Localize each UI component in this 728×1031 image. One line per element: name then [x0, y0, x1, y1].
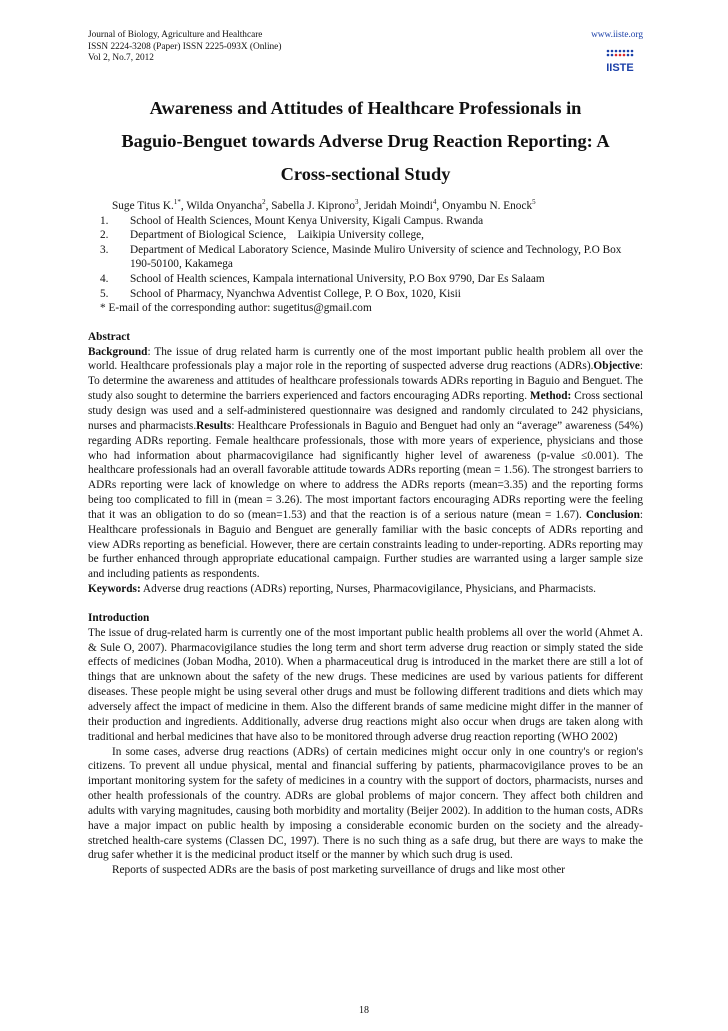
abstract-paragraph: [88, 345, 643, 583]
author-name: Sabella J. Kiprono: [271, 200, 356, 212]
affiliation-number: 2.: [100, 229, 109, 242]
introduction-heading: Introduction: [88, 611, 150, 624]
author-sup: 3: [355, 198, 359, 207]
issn-line: ISSN 2224-3208 (Paper) ISSN 2225-093X (Online): [88, 41, 282, 52]
title-line-2: Baguio-Benguet towards Adverse Drug Reaction Reporting: A: [121, 131, 610, 151]
results-label: Results: [196, 419, 232, 432]
author-name: Jeridah Moindi: [364, 200, 433, 212]
affiliation-item: [100, 228, 643, 243]
affiliation-text: Department of Medical Laboratory Science, Masinde Muliro University of science and Technology, P.O Box 190-50100, Kakamega: [130, 243, 622, 271]
page-header: [88, 30, 643, 82]
author-separator: ,: [180, 200, 187, 212]
conclusion-label: Conclusion: [585, 508, 640, 521]
background-label: Background: [88, 345, 148, 358]
author-separator: ,: [436, 200, 443, 212]
affiliation-text: School of Health sciences, Kampala international University, P.O Box 9790, Dar Es Salaam: [130, 272, 545, 285]
website-link[interactable]: www.iiste.org: [591, 30, 643, 40]
author-separator: ,: [358, 200, 365, 212]
volume-line: Vol 2, No.7, 2012: [88, 53, 154, 63]
objective-label: Objective: [593, 360, 640, 373]
objective-text: : To determine the awareness and attitudes of healthcare professionals towards ADRs reporting in Baguio and Benguet. The study also sought to determine the barriers experienced and factors encouraging ADRs reporting.: [88, 360, 643, 403]
affiliation-item: [100, 287, 643, 302]
affiliation-list: [88, 214, 643, 302]
affiliation-number: 1.: [100, 214, 109, 227]
author-sup: 1*: [173, 198, 181, 207]
affiliation-item: [100, 214, 643, 229]
affiliation-item: [100, 272, 643, 287]
abstract-heading: Abstract: [88, 330, 131, 343]
abstract-section: [88, 330, 643, 597]
author-name: Wilda Onyancha: [186, 200, 263, 212]
method-text: Cross sectional study design was used and a self-administered questionnaire was designed and randomly circulated to 242 physicians, nurses and pharmacists.: [88, 390, 643, 432]
journal-page: [88, 30, 643, 878]
journal-info: [88, 30, 643, 65]
journal-name: Journal of Biology, Agriculture and Healthcare: [88, 30, 263, 40]
page-number: 18: [359, 1005, 369, 1016]
affiliation-number: 3.: [100, 243, 109, 256]
title-line-1: Awareness and Attitudes of Healthcare Professionals in: [149, 98, 582, 118]
paper-title: [88, 92, 643, 191]
affiliation-item: [100, 243, 643, 272]
keywords-label: Keywords:: [88, 583, 141, 596]
keywords-line: [88, 582, 643, 597]
method-label: Method:: [529, 390, 572, 403]
iiste-logo-icon: [605, 48, 635, 74]
author-sup: 5: [532, 198, 536, 207]
author-sup: 2: [262, 198, 266, 207]
author-sup: 4: [432, 198, 437, 207]
intro-paragraph-1: The issue of drug-related harm is currently one of the most important public health problems all over the world (Ahmet A. & Sule O, 2007). Pharmacovigilance studies the long term and short term adverse drug reaction or simply stated the side effects of medicines (Joban Modha, 2010). When a pharmaceutical drug is introduced in the market there are still a lot of things that are unknown about the safety of the new drugs. These medicines are used by various patients for different diseases. These people might be using several other drugs and must be following different traditions and diets which may adversely affect the impact of medicine in them. Also the different brands of same medicine might differ in the manner of their production and ingredients. Additionally, adverse drug reactions might also occur when drugs are taken along with traditional and herbal medicines that have also to be monitored through adverse drug reaction reporting (WHO 2002): [88, 626, 643, 743]
title-line-3: Cross-sectional Study: [280, 164, 451, 184]
background-text: : The issue of drug related harm is currently one of the most important public health problem all over the world. Healthcare professionals play a major role in the reporting of suspected adverse drug reactions (ADRs).: [88, 345, 643, 373]
keywords-text: Adverse drug reactions (ADRs) reporting, Nurses, Pharmacovigilance, Physicians, and Pharmacists.: [140, 583, 596, 596]
introduction-section: [88, 611, 643, 878]
affiliation-text: Department of Biological Science, Laikipia University college,: [130, 229, 424, 242]
conclusion-text: : Healthcare professionals in Baguio and Benguet are generally familiar with the basic concepts of ADRs reporting and view ADRs reporting as beneficial. However, there are certain constraints leading to under-reporting. ADRs reporting may be further enhanced through appropriate educational campaign. Further studies are warranted using a larger sample size and including patients as respondents.: [88, 508, 643, 581]
author-name: Suge Titus K.: [112, 200, 174, 212]
svg-text:IISTE: IISTE: [606, 62, 634, 74]
author-name: Onyambu N. Enock: [442, 200, 533, 212]
affiliation-number: 4.: [100, 272, 109, 285]
author-separator: ,: [265, 200, 272, 212]
affiliation-number: 5.: [100, 287, 109, 300]
affiliation-text: School of Pharmacy, Nyanchwa Adventist College, P. O Box, 1020, Kisii: [130, 287, 461, 300]
affiliation-text: School of Health Sciences, Mount Kenya University, Kigali Campus. Rwanda: [130, 214, 484, 227]
intro-paragraph-3: Reports of suspected ADRs are the basis of post marketing surveillance of drugs and like most other: [112, 864, 566, 877]
intro-paragraph-2: In some cases, adverse drug reactions (ADRs) of certain medicines might occur only in one country's or region's citizens. To prevent all undue physical, mental and financial suffering by patients, pharmacovigilance proves to be an important monitoring system for the safety of medicines in a country with the support of doctors, pharmacists, nurses and other health professionals of the country. ADRs are global problems of major concern. They affect both children and adults with varying magnitudes, causing both morbidity and mortality (Beijer 2002). In addition to the human costs, ADRs have a major impact on public health by imposing a considerable economic burden on the society and the already-stretched health-care systems (Classen DC, 1997). There is no such thing as a safe drug, but there are ways to make the drug safer whether it is the medicinal product itself or the manner by which such drug is used.: [88, 745, 643, 862]
results-text: : Healthcare Professionals in Baguio and Benguet had only an “average” awareness (54%) regarding ADRs reporting. Female healthcare professionals, those with more years of experience, physicians and those who had information about pharmacovigilance had significantly higher level of awareness (p-value ≤0.001). The healthcare professionals had an overall favorable attitude towards ADRs reporting (mean = 1.56). The strongest barriers to ADRs reporting were lack of knowledge on where to address the ADRs reports (mean=3.35) and the reporting forms being too complicated to fill in (mean = 3.26). The most important factors encouraging ADRs reporting were the feeling that it was an obligation to do so (mean=1.53) and that the reaction is of a serious nature (mean = 1.67).: [88, 419, 644, 521]
corresponding-email: * E-mail of the corresponding author: sugetitus@gmail.com: [100, 302, 372, 315]
author-list: [88, 199, 643, 214]
